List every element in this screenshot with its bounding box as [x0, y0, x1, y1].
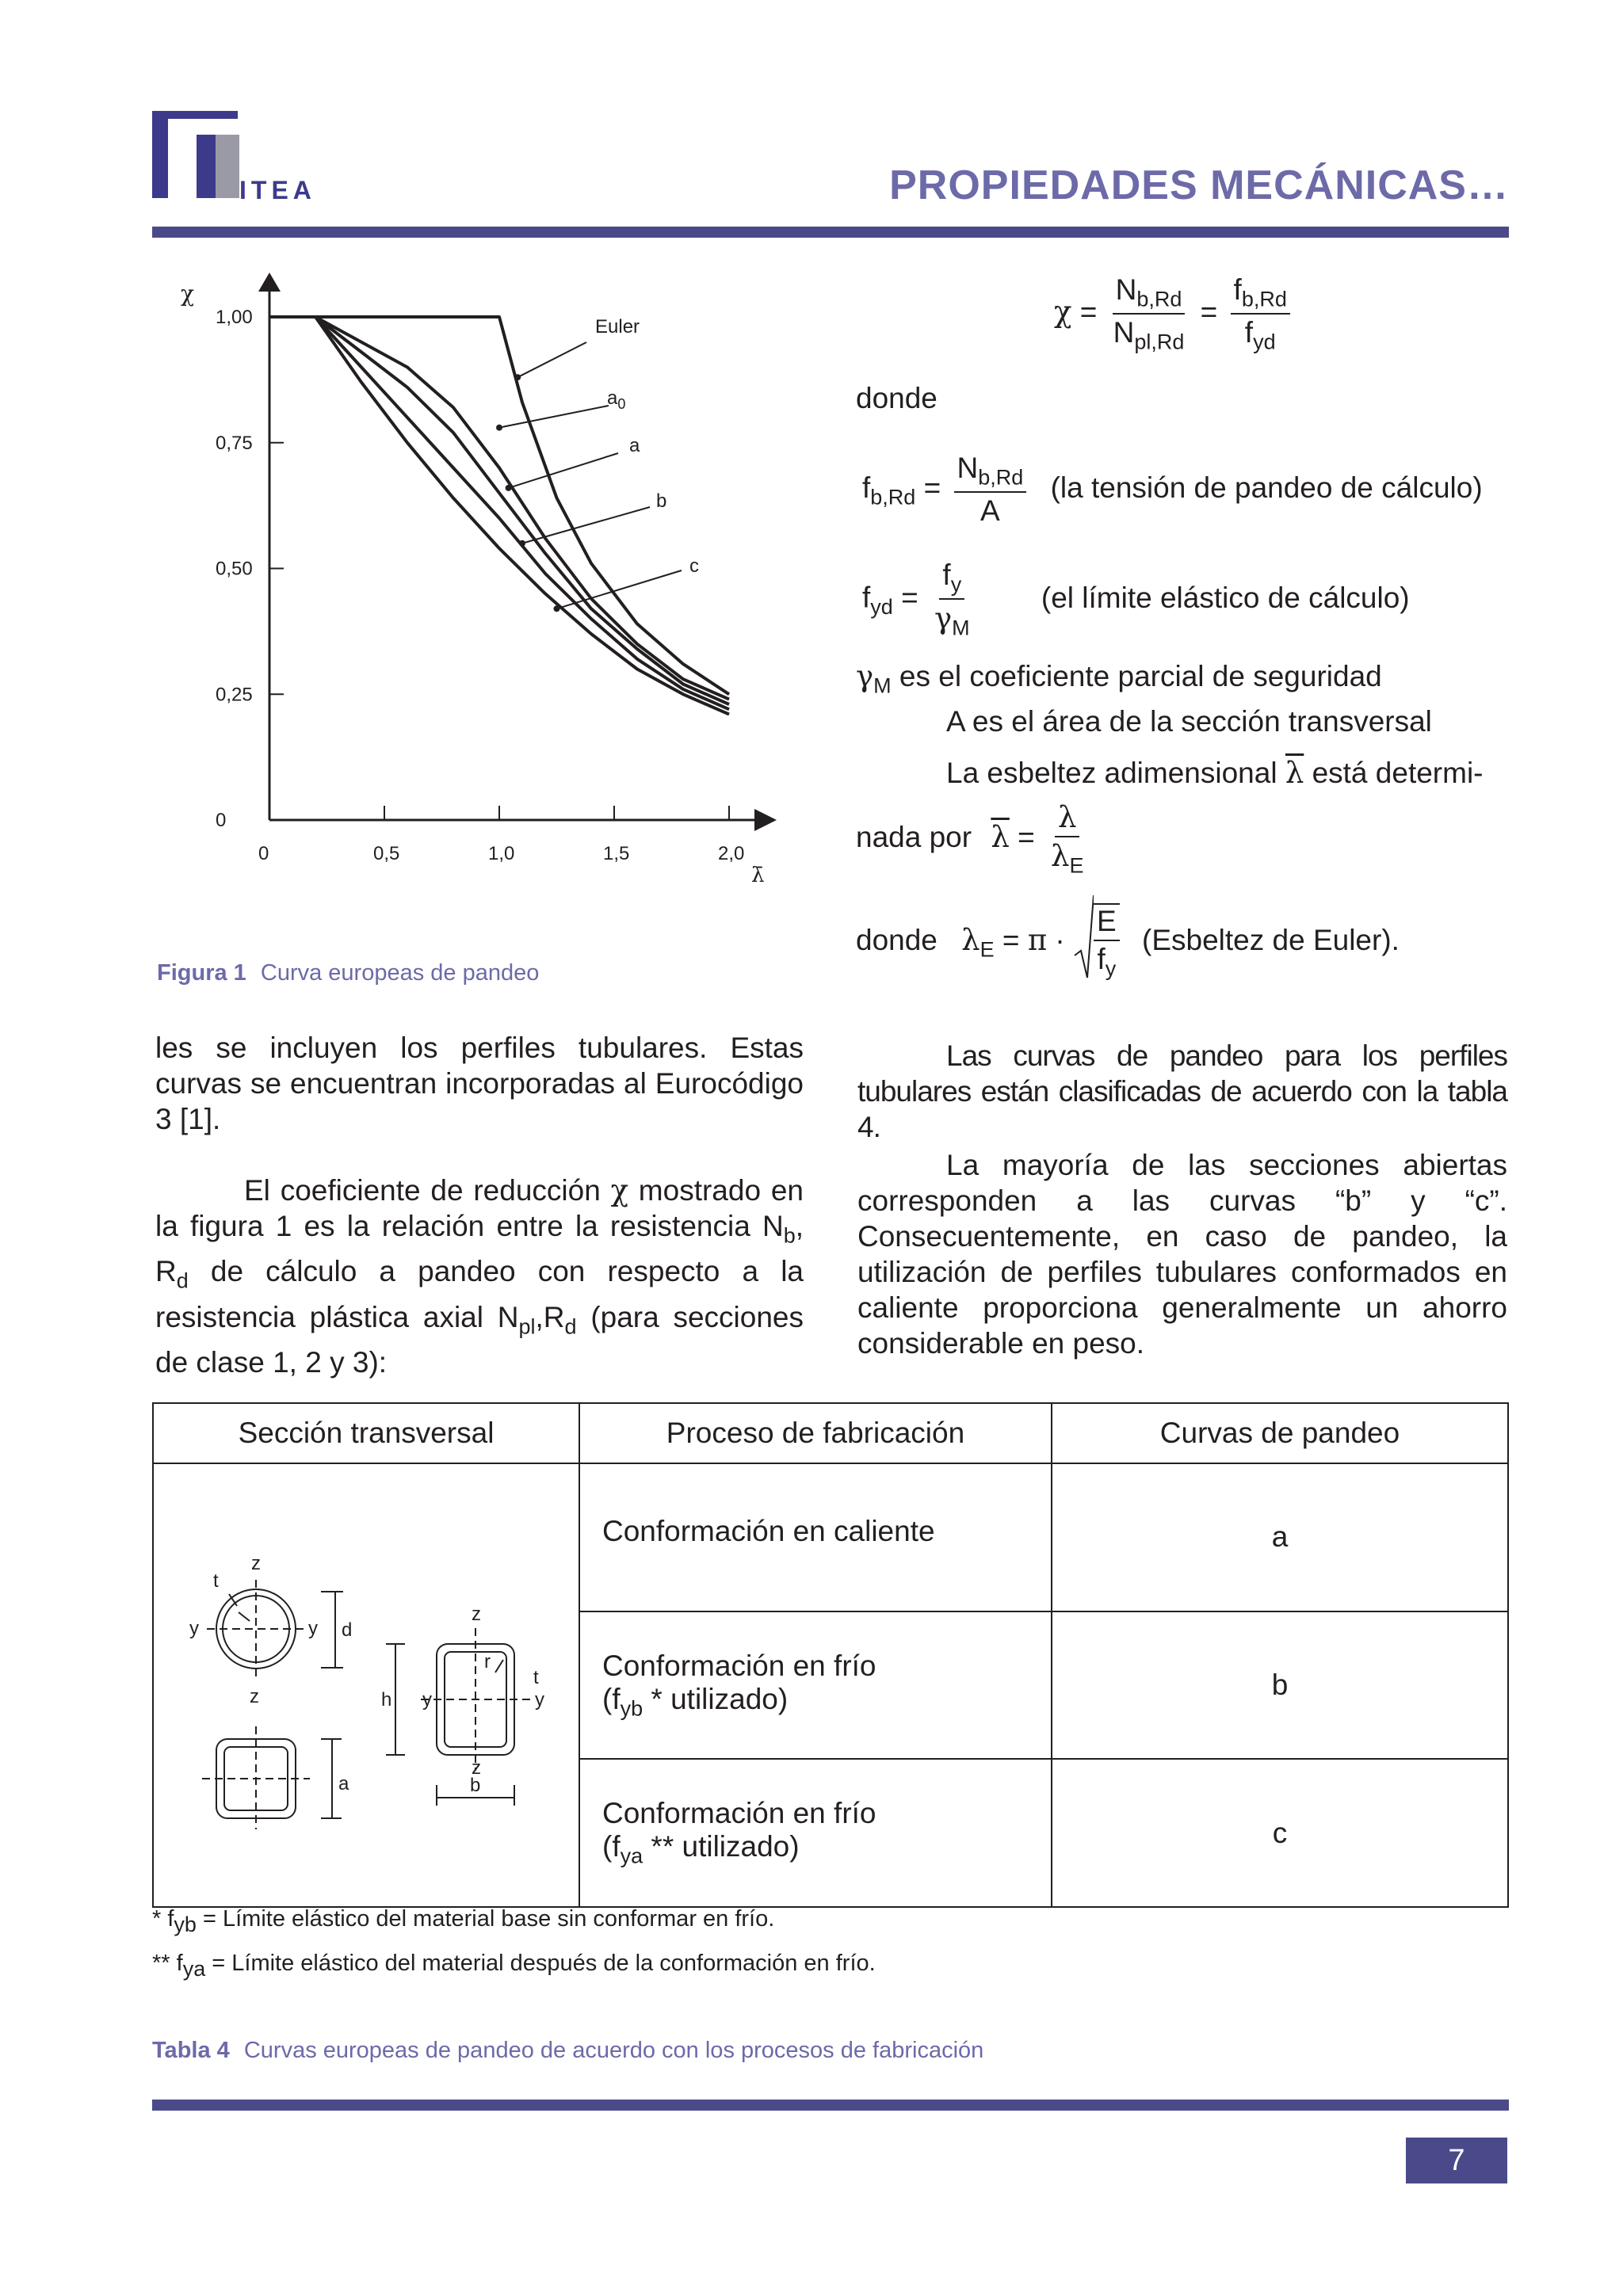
p2-text-f: (para secciones de clase 1, 2 y 3): [155, 1300, 804, 1379]
leader-tip-c [554, 605, 560, 612]
euler-note: (Esbeltez de Euler). [1142, 923, 1400, 956]
label-h: h [381, 1689, 392, 1711]
footnote-2: ** $f_{ya}$ = Límite elástico del material después de la conformación en frío. [152, 1951, 876, 1981]
label-y-rect-left: y [422, 1689, 432, 1711]
p2-chi: χ [610, 1173, 628, 1207]
process-hot: Conformación en caliente [579, 1463, 1052, 1611]
x-tick-label: 0,5 [373, 843, 400, 864]
donde-label-2: donde [856, 923, 938, 956]
table-caption-text: Curvas europeas de pandeo de acuerdo con los procesos de fabricación [243, 2038, 984, 2063]
process-cold-ya-line2: ($f_{ya}$ ** utilizado) [602, 1830, 800, 1868]
leader-Euler [517, 342, 586, 377]
formula-fyd: $f_{yd}$ = $\frac{f_y}{\gamma_M}$ (el límite elástico de cálculo) [862, 559, 1410, 640]
left-paragraph-2 [155, 1173, 804, 1380]
label-t-rect: t [533, 1667, 539, 1688]
table-row [153, 1463, 1508, 1611]
series-label-a: a [629, 435, 640, 456]
label-d: d [342, 1619, 353, 1641]
label-y-right: y [308, 1618, 318, 1639]
footnote-1: * $f_{yb}$ = Límite elástico del material base sin conformar en frío. [152, 1906, 775, 1936]
y-tick-label: 0,25 [216, 684, 253, 706]
label-r: r [484, 1651, 491, 1672]
y-tick-label: 0,75 [216, 432, 253, 454]
formula-lambda-e: donde $\lambda_E = \pi$ · $\frac{E}{f_y}$ (Esbeltez de Euler). [856, 903, 1400, 981]
figure-caption [157, 960, 539, 986]
y-axis-arrow [258, 273, 281, 292]
formula-lambda-bar: nada por $\overline{\lambda}$ = $\frac{\lambda}{\lambda_E}$ [856, 800, 1084, 878]
formula-fbrd: $f_{b,Rd}$ = $\frac{N_{b,Rd}}{A}$ (la tensión de pandeo de cálculo) [862, 452, 1483, 528]
leader-tip-b [519, 540, 525, 547]
process-cold-yb-line2: ($f_{yb}$ * utilizado) [602, 1682, 789, 1721]
p2-text-d: de cálculo a pandeo con respecto a la resistencia plástica axial N [155, 1255, 804, 1333]
y-axis-label: χ [181, 280, 194, 307]
p2-text-c: , R [155, 1210, 804, 1288]
right-paragraph-3: Las curvas de pandeo para los perfiles tubulares están clasificadas de acuerdo con la tabla 4. [857, 1039, 1507, 1143]
label-z-top: z [251, 1553, 261, 1574]
header-cross-section: Sección transversal [153, 1403, 579, 1463]
x-tick-label: 1,5 [603, 843, 630, 864]
curve-a: a [1052, 1463, 1508, 1611]
slenderness-text-b: está determi- [1312, 757, 1484, 789]
x-tick-label: 2,0 [718, 843, 745, 864]
header-rule [152, 227, 1509, 238]
area-definition: A es el área de la sección transversal [946, 705, 1432, 738]
process-cold-ya [579, 1759, 1052, 1907]
table-header-row [153, 1403, 1508, 1463]
series-label-Euler: Euler [595, 316, 640, 338]
table-caption-label: Tabla 4 [152, 2038, 230, 2063]
curve-c: c [1052, 1759, 1508, 1907]
series-label-c: c [689, 555, 699, 577]
p2-sub-d2: d [564, 1314, 577, 1339]
label-y-left: y [189, 1618, 199, 1639]
label-y-rect-right: y [535, 1689, 544, 1711]
left-paragraph-1: les se incluyen los perfiles tubulares. Estas curvas se encuentran incorporadas al Eurocódigo 3 [1]. [155, 1032, 804, 1135]
figure-caption-text: Curva europeas de pandeo [260, 960, 540, 986]
fbrd-note: (la tensión de pandeo de cálculo) [1050, 471, 1483, 504]
label-b: b [470, 1775, 481, 1796]
p2-text-a: El coeficiente de reducción [244, 1174, 611, 1207]
label-z-bottom: z [250, 1686, 259, 1707]
table-caption [152, 2038, 983, 2064]
cross-sections-drawing [155, 1465, 578, 1905]
right-paragraph-4: La mayoría de las secciones abiertas corresponden a las curvas “b” y “c”. Consecuentemente, en caso de pandeo, la utilización de perfiles tubulares conformados en caliente proporciona generalmente un ahorro considerable en peso. [857, 1149, 1507, 1360]
label-a: a [338, 1773, 349, 1794]
header-curves: Curvas de pandeo [1052, 1403, 1508, 1463]
p2-sub-b: b [783, 1223, 796, 1248]
x-tick-label: 1,0 [488, 843, 515, 864]
page-header-title: PROPIEDADES MECÁNICAS… [889, 162, 1509, 208]
series-label-b: b [656, 490, 667, 512]
logo-text: ITEA [239, 176, 316, 204]
buckling-curves-chart [158, 269, 792, 911]
y-tick-label: 0 [216, 810, 227, 831]
label-z-rect-bottom: z [472, 1757, 481, 1779]
figure-caption-label: Figura 1 [157, 960, 246, 986]
process-cold-ya-line1: Conformación en frío [602, 1797, 876, 1830]
label-z-rect-top: z [472, 1604, 481, 1625]
header-process: Proceso de fabricación [579, 1403, 1052, 1463]
p2-sub-d: d [176, 1268, 189, 1293]
formula-chi: χ = $\frac{N_{b,Rd}}{N_{pl,Rd}}$ = $\frac{f_{b,Rd}}{f_{yd}}$ [1054, 273, 1295, 355]
y-tick-label: 0,50 [216, 558, 253, 580]
curve-b: b [1052, 1611, 1508, 1760]
donde-label-1: donde [856, 382, 938, 414]
slenderness-line: La esbeltez adimensional $\overline{\lambda}$ está determi- [946, 756, 1484, 790]
page-number: 7 [1406, 2138, 1507, 2183]
series-line-c [315, 317, 729, 715]
x-tick-label: 0 [258, 843, 269, 864]
x-axis-arrow [754, 809, 777, 831]
slenderness-text-a: La esbeltez adimensional [946, 757, 1277, 789]
y-tick-label: 1,00 [216, 307, 253, 328]
fyd-note: (el límite elástico de cálculo) [1041, 581, 1410, 614]
nada-por-text: nada por [856, 820, 972, 853]
footer-rule [152, 2100, 1509, 2111]
leader-b [522, 507, 650, 543]
gamma-definition-text: es el coeficiente parcial de seguridad [899, 660, 1382, 692]
process-cold-yb [579, 1611, 1052, 1760]
x-axis-label: λ̄ [751, 864, 765, 887]
cross-section-diagrams [153, 1463, 579, 1907]
gamma-definition: $\gamma_M$ es el coeficiente parcial de seguridad [856, 659, 1382, 698]
leader-a [509, 453, 618, 488]
series-label-a0: $a_0$ [607, 387, 626, 412]
process-cold-yb-line1: Conformación en frío [602, 1649, 876, 1682]
p2-text-e: ,R [535, 1300, 565, 1333]
leader-tip-a0 [496, 425, 502, 431]
leader-tip-Euler [514, 374, 521, 380]
leader-a0 [499, 406, 609, 428]
p2-sub-pl: pl [518, 1314, 536, 1339]
label-t: t [213, 1570, 219, 1592]
p2-text-b: mostrado en la figura 1 es la relación entre la resistencia N [155, 1174, 804, 1242]
leader-tip-a [506, 485, 512, 491]
table-4 [152, 1402, 1509, 1908]
